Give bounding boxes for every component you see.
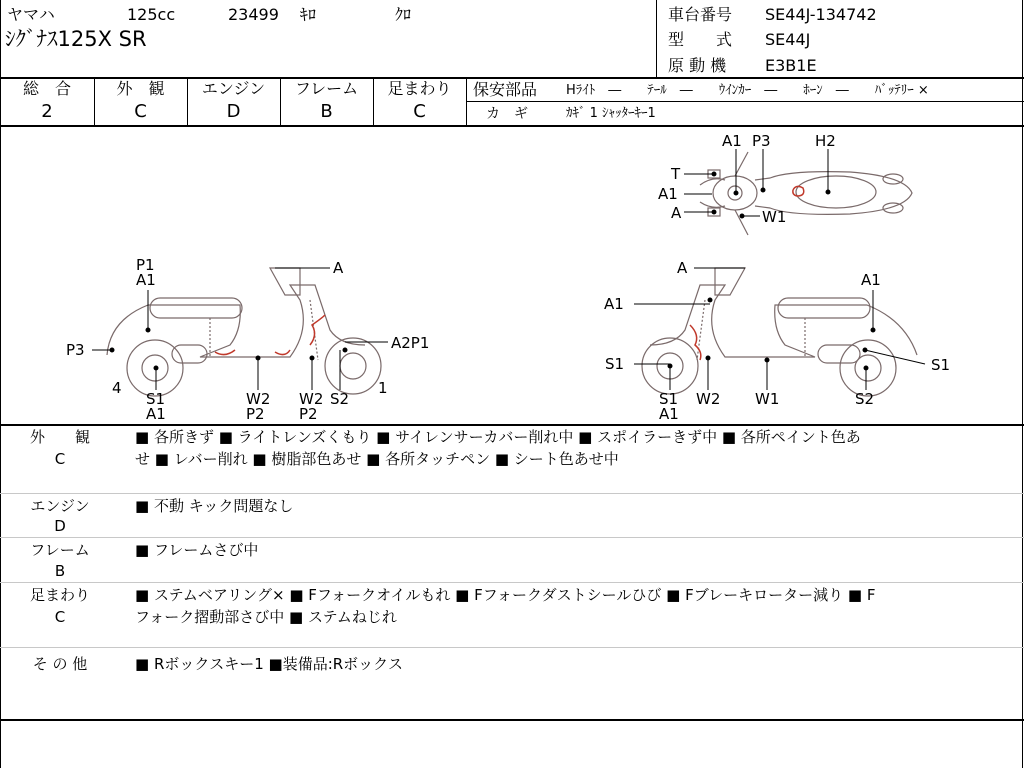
note-grade-engine: D — [54, 517, 66, 535]
diagram-label: T — [671, 165, 681, 183]
diagram-label: W1 — [762, 208, 787, 226]
note-grade-exterior: C — [54, 450, 66, 468]
diagram-label: P3 — [752, 132, 771, 150]
diagram-label: 4 — [112, 379, 122, 397]
frame-number-label: 車台番号 — [668, 5, 733, 24]
diagram-label: A — [671, 204, 682, 222]
note-grade-frame: B — [54, 562, 66, 580]
diagram-label: A — [333, 259, 344, 277]
damage-mark — [215, 315, 325, 355]
key-label: カ ギ — [486, 106, 528, 122]
diagram-label: S1 — [605, 355, 625, 373]
notes-row-divider — [0, 582, 1024, 583]
grade-exterior-value: C — [134, 101, 147, 122]
mileage: 23499 — [228, 5, 279, 24]
diagram-label: P1 — [136, 256, 155, 274]
displacement: 125cc — [127, 5, 176, 24]
note-line: ■ Rボックスキー1 ■装備品:Rボックス — [135, 655, 404, 673]
diagram-label: S2 — [330, 390, 350, 408]
header-divider — [656, 0, 657, 78]
diagram-label: H2 — [815, 132, 836, 150]
grade-engine-value: D — [226, 101, 241, 122]
diagram-label: A1 — [659, 405, 679, 423]
diagram-label: A1 — [604, 295, 624, 313]
notes-row-divider — [0, 493, 1024, 494]
model-name: ｼｸﾞﾅｽ125X SR — [5, 27, 147, 51]
note-category-exterior: 外 観 — [29, 428, 90, 446]
notes-row-divider — [0, 537, 1024, 538]
note-category-engine: エンジン — [30, 497, 90, 515]
diagram-label: W1 — [755, 390, 780, 408]
scooter-top-view — [700, 152, 912, 235]
note-line: ■ ステムベアリング× ■ Fフォークオイルもれ ■ Fフォークダストシールひび ■ Fブレーキローター減り ■ F — [135, 586, 876, 604]
grade-suspension-value: C — [413, 101, 426, 122]
mileage-unit: ｷﾛ — [300, 5, 317, 24]
diagram-label: W2 — [246, 390, 271, 408]
diagram-label: S1 — [931, 356, 951, 374]
diagram-label: A2P1 — [391, 334, 430, 352]
diagram-label: A — [677, 259, 688, 277]
grade-overall-label: 総 合 — [22, 79, 71, 98]
diagram-label: S2 — [855, 390, 875, 408]
note-line: ■ 各所きず ■ ライトレンズくもり ■ サイレンサーカバー削れ中 ■ スポイラーきず中 ■ 各所ペイント色あ — [135, 428, 861, 446]
notes-bottom-rule — [0, 719, 1024, 721]
grade-frame-value: B — [320, 101, 333, 122]
diagram-label: A1 — [658, 185, 678, 203]
diagram-label: A1 — [861, 271, 881, 289]
diagram-label: P2 — [246, 405, 265, 423]
grade-suspension-label: 足まわり — [387, 79, 452, 98]
frame-number: SE44J-134742 — [765, 5, 877, 24]
note-line: フォーク摺動部さび中 ■ ステムねじれ — [135, 608, 397, 626]
note-line: ■ フレームさび中 — [135, 541, 259, 559]
diagram-label: A1 — [722, 132, 742, 150]
maker: ヤマハ — [7, 5, 55, 24]
model-code-label: 型 式 — [668, 30, 733, 49]
key-value: ｶｷﾞ 1 ｼｬｯﾀｰｷｰ1 — [566, 106, 656, 121]
note-grade-suspension: C — [54, 608, 66, 626]
grade-frame-label: フレーム — [294, 79, 359, 98]
notes-row-divider — [0, 647, 1024, 648]
diagram-label: W2 — [696, 390, 721, 408]
diagram-label: A1 — [136, 271, 156, 289]
diagram-label: 1 — [378, 379, 388, 397]
diagram-label: A1 — [146, 405, 166, 423]
note-line: せ ■ レバー削れ ■ 樹脂部色あせ ■ 各所タッチペン ■ シート色あせ中 — [135, 450, 619, 468]
note-category-frame: フレーム — [30, 541, 90, 559]
grade-engine-label: エンジン — [201, 79, 266, 98]
grade-overall-value: 2 — [41, 101, 53, 122]
grade-exterior-label: 外 観 — [116, 79, 165, 98]
engine-code: E3B1E — [765, 56, 817, 75]
diagram-label: W2 — [299, 390, 324, 408]
note-category-other: そ の 他 — [32, 655, 88, 673]
scooter-diagrams — [0, 126, 1024, 424]
damage-mark — [793, 186, 804, 196]
diagram-label: P2 — [299, 405, 318, 423]
diagram-label: P3 — [66, 341, 85, 359]
color: ｸﾛ — [395, 5, 412, 24]
diagram-label: S1 — [659, 390, 679, 408]
safety-row-divider — [466, 101, 1024, 102]
safety-parts-label: 保安部品 — [473, 80, 538, 99]
note-category-suspension: 足まわり — [29, 586, 90, 604]
note-line: ■ 不動 キック問題なし — [135, 497, 294, 515]
safety-parts-items: Hﾗｲﾄ ― ﾃｰﾙ ― ｳｲﾝｶｰ ― ﾎｰﾝ ― ﾊﾞｯﾃﾘｰ × — [566, 83, 929, 98]
grade-col-line — [466, 78, 467, 126]
model-code: SE44J — [765, 30, 811, 49]
engine-label: 原 動 機 — [668, 56, 727, 75]
diagram-label: S1 — [146, 390, 166, 408]
